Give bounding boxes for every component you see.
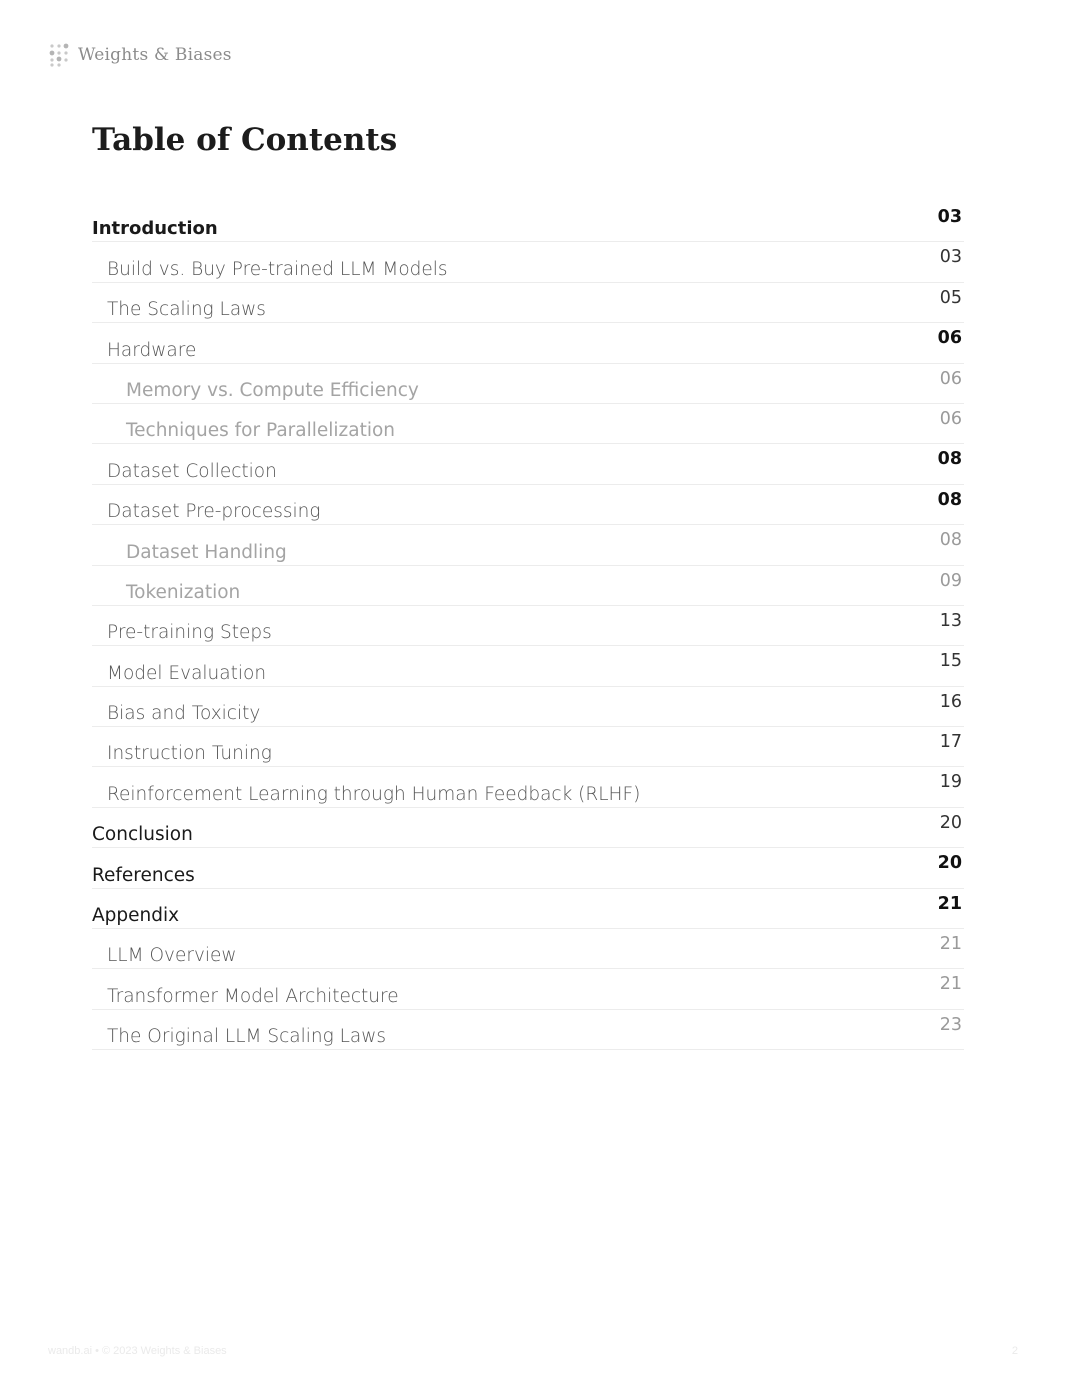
toc-entry-page-number: 19 — [939, 772, 962, 793]
toc-entry-label: The Scaling Laws — [107, 299, 266, 321]
toc-entry-label: LLM Overview — [107, 945, 237, 967]
page-title: Table of Contents — [92, 122, 398, 158]
brand-header — [48, 42, 232, 68]
toc-entry-page-number: 15 — [939, 651, 962, 672]
toc-entry-page-number: 09 — [939, 570, 962, 591]
toc-entry-label: Transformer Model Architecture — [107, 985, 399, 1007]
toc-entry-label: Introduction — [92, 218, 218, 240]
toc-entry-page-number: 23 — [939, 1014, 962, 1035]
toc-entry[interactable] — [92, 808, 964, 848]
toc-entry-label: Model Evaluation — [107, 662, 267, 684]
toc-entry-page-number: 03 — [939, 247, 962, 268]
toc-entry[interactable] — [92, 202, 964, 242]
footer-text: wandb.ai • © 2023 Weights & Biases — [48, 1345, 227, 1357]
toc-entry-label: Tokenization — [126, 581, 241, 603]
toc-entry-label: Instruction Tuning — [107, 743, 272, 765]
toc-entry-label: Dataset Collection — [107, 460, 277, 482]
wandb-dots-logo-icon — [48, 42, 70, 68]
toc-entry[interactable] — [92, 767, 964, 807]
toc-entry-page-number: 08 — [937, 449, 962, 470]
toc-entry[interactable] — [92, 889, 964, 929]
toc-entry-page-number: 21 — [937, 893, 962, 914]
toc-entry-label: Dataset Handling — [126, 541, 287, 563]
toc-entry[interactable] — [92, 525, 964, 565]
toc-entry-label: Hardware — [107, 339, 197, 361]
toc-entry-page-number: 06 — [939, 368, 962, 389]
footer-page-number: 2 — [1011, 1345, 1018, 1357]
toc-entry-label: Appendix — [92, 905, 180, 927]
toc-entry-label: Pre-training Steps — [107, 622, 272, 644]
toc-entry-page-number: 20 — [939, 812, 962, 833]
toc-entry-page-number: 17 — [939, 732, 962, 753]
toc-entry-page-number: 20 — [937, 853, 962, 874]
toc-entry[interactable] — [92, 1010, 964, 1050]
toc-entry-label: Conclusion — [92, 824, 193, 846]
toc-entry-label: Memory vs. Compute Efficiency — [126, 379, 419, 401]
toc-entry[interactable] — [92, 929, 964, 969]
toc-entry-page-number: 08 — [937, 489, 962, 510]
toc-entry-label: The Original LLM Scaling Laws — [107, 1026, 387, 1048]
toc-entry-page-number: 16 — [939, 691, 962, 712]
toc-entry[interactable] — [92, 969, 964, 1009]
brand-name: Weights & Biases — [78, 45, 232, 65]
table-of-contents — [92, 202, 964, 1050]
toc-entry[interactable] — [92, 485, 964, 525]
toc-entry[interactable] — [92, 687, 964, 727]
toc-entry[interactable] — [92, 566, 964, 606]
toc-entry-page-number: 06 — [937, 328, 962, 349]
toc-entry[interactable] — [92, 646, 964, 686]
toc-entry-page-number: 21 — [939, 974, 962, 995]
toc-entry[interactable] — [92, 848, 964, 888]
toc-entry-page-number: 13 — [939, 610, 962, 631]
toc-entry-page-number: 05 — [939, 287, 962, 308]
toc-entry-label: Bias and Toxicity — [107, 703, 261, 725]
toc-entry-label: Dataset Pre-processing — [107, 501, 321, 523]
toc-entry[interactable] — [92, 444, 964, 484]
toc-entry[interactable] — [92, 727, 964, 767]
toc-entry-label: Techniques for Parallelization — [126, 420, 396, 442]
toc-entry-label: Build vs. Buy Pre-trained LLM Models — [107, 258, 448, 280]
toc-entry-label: Reinforcement Learning through Human Feedback (RLHF) — [107, 783, 641, 805]
toc-entry[interactable] — [92, 323, 964, 363]
toc-entry[interactable] — [92, 606, 964, 646]
toc-entry-page-number: 06 — [939, 408, 962, 429]
toc-entry-label: References — [92, 864, 195, 886]
toc-entry[interactable] — [92, 283, 964, 323]
toc-entry-page-number: 21 — [939, 934, 962, 955]
toc-entry[interactable] — [92, 364, 964, 404]
toc-entry-page-number: 03 — [937, 207, 962, 227]
toc-entry[interactable] — [92, 242, 964, 282]
toc-entry-page-number: 08 — [939, 530, 962, 551]
toc-entry[interactable] — [92, 404, 964, 444]
